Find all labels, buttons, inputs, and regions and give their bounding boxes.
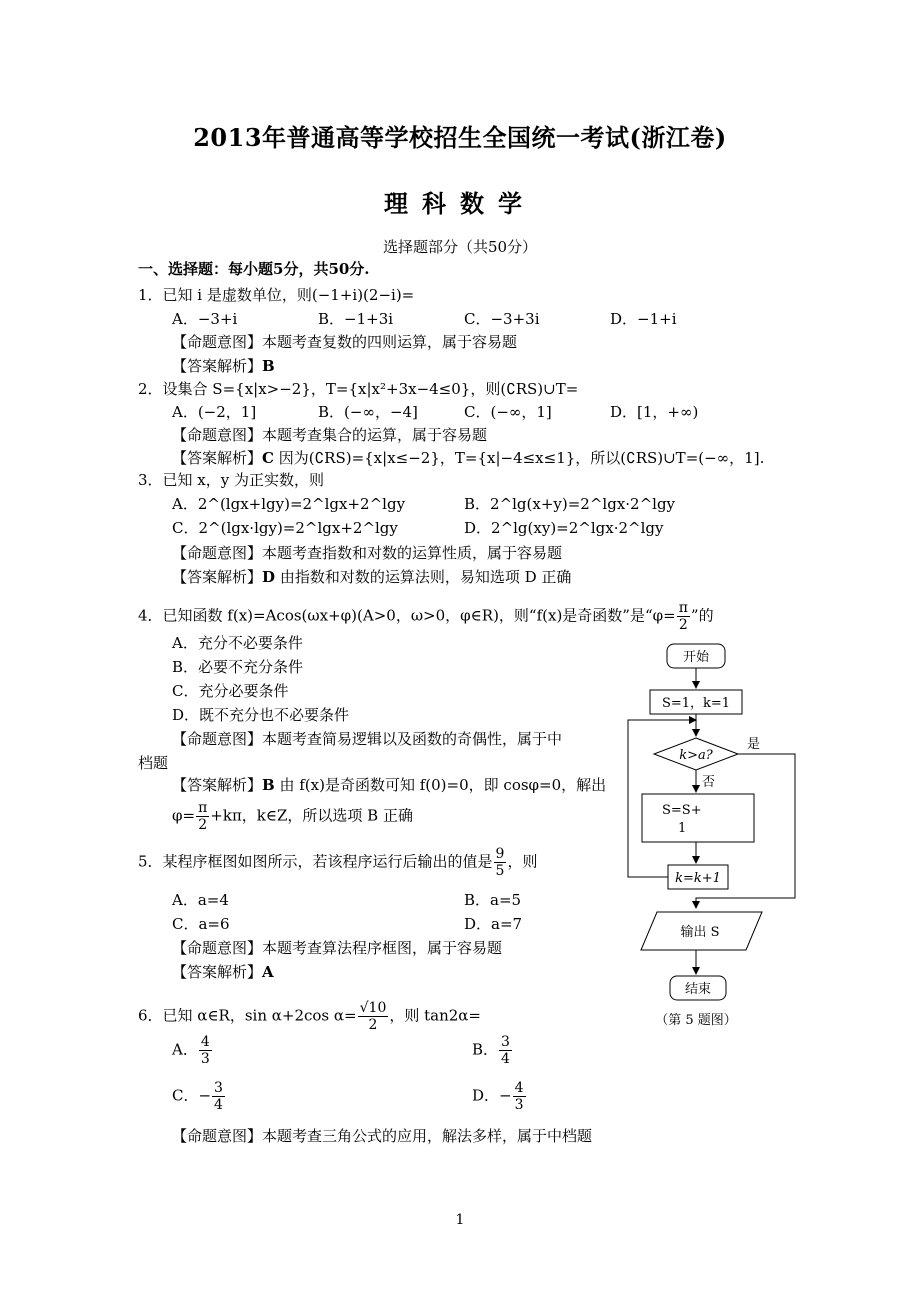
q5-answer [172,962,274,982]
fraction-denominator: 2 [368,1017,378,1033]
q4-stem-text: 4．已知函数 f(x)=Acos(ωx+φ)(A>0，ω>0，φ∈R)，则“f(x)是奇函数”是“φ= [138,606,676,625]
q4-option-d: D．既不充分也不必要条件 [172,706,350,724]
flow-update-k-label: k=k+1 [675,871,721,886]
fraction-numerator: 3 [501,1034,510,1050]
answer-explanation: 因为(∁RS)={x|x≤−2}，T={x|−4≤x≤1}，所以(∁RS)∪T=(−∞，1]. [278,449,765,467]
answer-explanation: +kπ，k∈Z，所以选项 B 正确 [210,806,413,825]
q2-answer [172,448,764,468]
exam-title: 2013年普通高等学校招生全国统一考试(浙江卷) [193,123,727,152]
q1-option-a: A．−3+i [172,310,238,328]
option-label: C．− [172,1086,212,1105]
q2-intent: 【命题意图】本题考查集合的运算，属于容易题 [172,426,488,444]
q2-stem: 2．设集合 S={x|x>−2}，T={x|x²+3x−4≤0}，则(∁RS)∪T= [138,380,579,398]
q6-stem-text: 6．已知 α∈R，sin α+2cos α= [138,1006,357,1025]
option-label: B． [472,1040,499,1059]
option-label: D．− [472,1086,512,1105]
q2-option-d: D．[1，+∞) [610,403,699,421]
q4-option-b: B．必要不充分条件 [172,658,304,676]
q5-stem [138,846,537,879]
part-heading: 选择题部分（共50分） [382,238,538,256]
fraction-numerator: 9 [495,846,505,862]
q2-option-a: A．(−2，1] [172,403,257,421]
q1-stem: 1．已知 i 是虚数单位，则(−1+i)(2−i)= [138,286,415,304]
phi-equals: φ= [172,806,196,825]
fraction-denominator: 3 [200,1051,210,1067]
q1-intent: 【命题意图】本题考查复数的四则运算，属于容易题 [172,333,518,351]
q1-option-d: D．−1+i [610,310,677,328]
q1-option-b: B．−1+3i [318,310,394,328]
flow-init-label: S=1，k=1 [661,696,731,711]
fraction-denominator: 5 [495,863,505,879]
q3-answer [172,567,571,587]
section-heading: 一、选择题：每小题5分，共50分. [138,260,370,278]
q5-stem-text: 5．某程序框图如图所示，若该程序运行后输出的值是 [138,852,493,871]
flow-no-label: 否 [702,775,716,790]
answer-value: B [262,357,275,375]
q4-stem [138,600,714,633]
answer-label: 【答案解析】 [172,357,263,375]
option-fraction [513,1080,526,1113]
q2-option-c: C．(−∞，1] [464,403,552,421]
flow-start-label: 开始 [682,650,710,665]
fraction-numerator: 3 [214,1080,223,1096]
answer-label: 【答案解析】 [172,776,263,794]
answer-value: C [262,449,274,467]
q3-option-c: C．2^(lgx·lgy)=2^lgx+2^lgy [172,519,398,537]
fraction-numerator: π [678,600,688,616]
q4-option-c: C．充分必要条件 [172,682,289,700]
exam-subtitle: 理科数学 [384,189,536,218]
answer-label: 【答案解析】 [172,568,263,586]
q5-stem-end: ，则 [507,852,538,871]
answer-value: B [262,776,275,794]
q5-intent: 【命题意图】本题考查算法程序框图，属于容易题 [172,939,503,957]
q3-option-d: D．2^lg(xy)=2^lgx·2^lgy [464,519,664,537]
fraction-denominator: 3 [514,1097,524,1113]
q1-answer [172,356,275,376]
flow-update-s-box [642,794,754,842]
q6-stem-end: ，则 tan2α= [389,1006,482,1025]
fraction-denominator: 2 [198,817,208,833]
q6-intent: 【命题意图】本题考查三角公式的应用，解法多样，属于中档题 [172,1127,593,1145]
q4-stem-end: ”的 [690,606,714,625]
fraction-numerator: 4 [514,1080,524,1096]
answer-value: D [262,568,276,586]
q6-option-b [472,1034,513,1067]
root-ten-over-two-fraction [358,1000,389,1033]
q5-option-c: C．a=6 [172,915,230,933]
fraction-numerator: π [198,800,208,816]
q4-answer-line2 [172,800,413,833]
q5-option-a: A．a=4 [172,891,229,909]
flow-update-s-label: S=S+ [662,803,702,818]
flowchart-diagram [620,640,810,1035]
page-number: 1 [455,1212,465,1228]
option-fraction [499,1034,512,1067]
fraction-denominator: 4 [501,1051,510,1067]
q6-option-c [172,1080,226,1113]
nine-fifths-fraction [494,846,507,879]
q3-option-b: B．2^lg(x+y)=2^lgx·2^lgy [464,495,676,513]
flow-update-s-label-2: 1 [678,821,687,836]
fraction-numerator: √10 [359,1000,387,1016]
pi-over-two-fraction [196,800,209,833]
q6-option-d [472,1080,527,1113]
flow-end-label: 结束 [684,982,712,997]
flow-yes-label: 是 [747,737,761,752]
q6-option-a [172,1034,213,1067]
fraction-denominator: 4 [214,1097,223,1113]
answer-label: 【答案解析】 [172,449,263,467]
flow-output-label: 输出 S [680,925,720,940]
answer-label: 【答案解析】 [172,963,263,981]
flowchart-caption: （第 5 题图） [655,1013,737,1028]
fraction-denominator: 2 [678,617,688,633]
option-label: A． [172,1040,198,1059]
answer-explanation: 由 f(x)是奇函数可知 f(0)=0，即 cosφ=0，解出 [279,776,607,794]
q4-intent-line1: 【命题意图】本题考查简易逻辑以及函数的奇偶性，属于中 [172,730,563,748]
q2-option-b: B．(−∞，−4] [318,403,418,421]
fraction-numerator: 4 [200,1034,210,1050]
answer-explanation: 由指数和对数的运算法则，易知选项 D 正确 [279,568,572,586]
q5-option-b: B．a=5 [464,891,522,909]
q6-stem [138,1000,481,1033]
flow-decision-label: k>a? [679,748,713,763]
q3-stem: 3．已知 x，y 为正实数，则 [138,471,325,489]
q3-intent: 【命题意图】本题考查指数和对数的运算性质，属于容易题 [172,544,563,562]
option-fraction [212,1080,225,1113]
option-fraction [199,1034,212,1067]
q4-answer [172,775,606,795]
pi-over-two-fraction [677,600,690,633]
q1-option-c: C．−3+3i [464,310,540,328]
answer-value: A [262,963,274,981]
q3-option-a: A．2^(lgx+lgy)=2^lgx+2^lgy [172,495,406,513]
q4-intent-line2: 档题 [138,754,169,772]
q5-option-d: D．a=7 [464,915,523,933]
q4-option-a: A．充分不必要条件 [172,634,303,652]
